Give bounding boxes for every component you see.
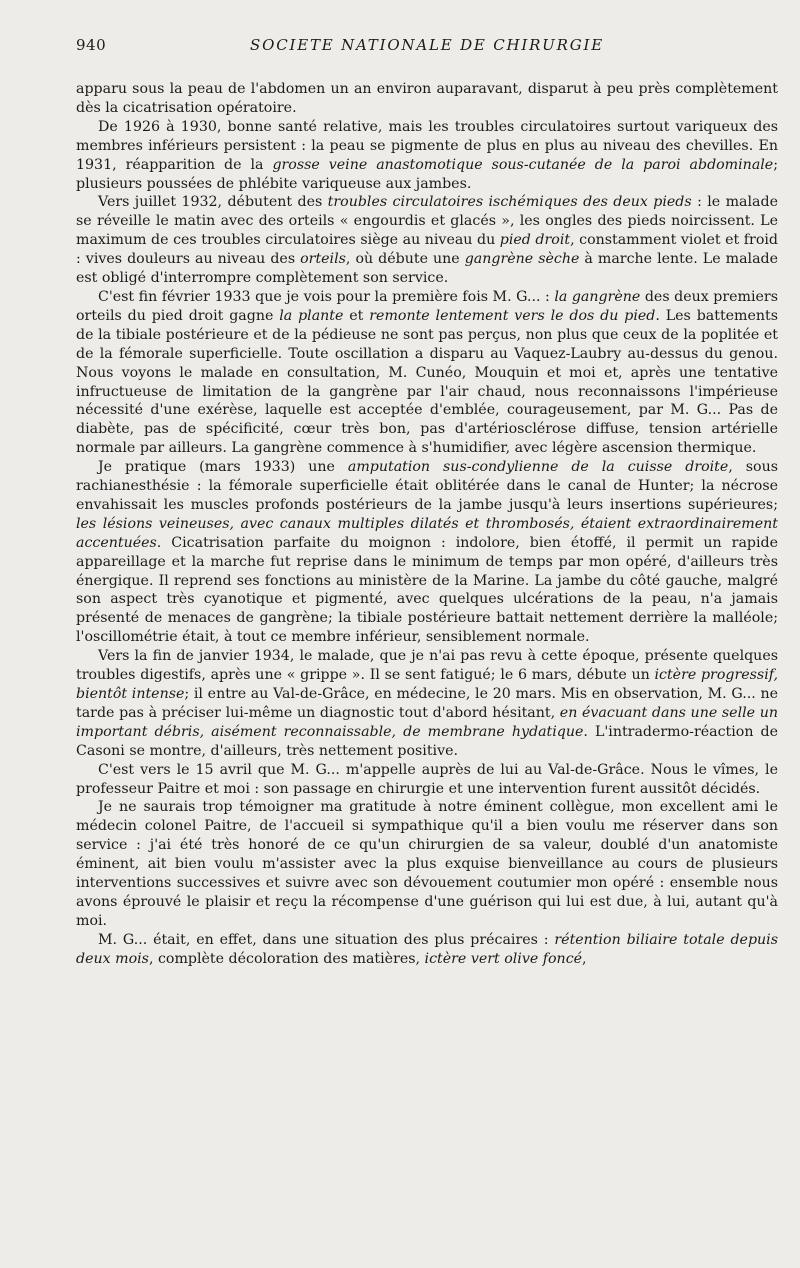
text-segment: ; plusieurs poussées de phlébite variqueuse aux jambes. xyxy=(76,156,778,192)
article-body xyxy=(76,80,778,969)
text-segment: Je ne saurais trop témoigner ma gratitude à notre éminent collègue, mon excellent ami le médecin colonel Paitre, de l'accueil si sympathique qu'il a bien voulu me réserver dans son service : j'ai été très honoré de ce qu'un chirurgien de sa valeur, doublé d'un anatomiste éminent, ait bien voulu m'assister avec la plus exquise bienveillance au cours de plusieurs interventions successives et suivre avec son dévouement coutumier mon opéré : ensemble nous avons éprouvé le plaisir et reçu la récompense d'une guérison qui lui est due, à lui, autant qu'à moi. xyxy=(76,799,778,929)
italic-text: la gangrène xyxy=(554,288,641,305)
text-segment: , où débute une xyxy=(345,251,465,268)
text-segment: , xyxy=(582,950,587,967)
text-segment: Je pratique (mars 1933) une xyxy=(98,459,348,476)
text-segment: et xyxy=(343,307,370,324)
paragraph xyxy=(76,288,778,458)
italic-text: pied droit xyxy=(499,232,571,249)
italic-text: gangrène sèche xyxy=(464,251,580,268)
text-segment: Vers la fin de janvier 1934, le malade, que je n'ai pas revu à cette époque, présente quelques troubles digestifs, après une « grippe ». Il se sent fatigué; le 6 mars, débute un xyxy=(76,648,778,684)
paragraph xyxy=(76,118,778,194)
italic-text: les lésions veineuses, avec canaux multiples dilatés et thrombosés, étaient extraordinairement accentuées xyxy=(76,515,778,551)
paragraph xyxy=(76,458,778,647)
text-segment: , complète décoloration des matières, xyxy=(148,950,425,967)
text-segment: . Les battements de la tibiale postérieure et de la pédieuse ne sont pas perçus, non plus que ceux de la poplitée et de la fémorale superficielle. Toute oscillation a disparu au Vaquez-Laubry au-dessus du genou. Nous voyons le malade en consultation, M. Cunéo, Mouquin et moi et, après une tentative infructueuse de limitation de la gangrène par l'air chaud, nous reconnaissons l'impérieuse nécessité d'une exérèse, laquelle est acceptée d'emblée, courageusement, par M. G... Pas de diabète, pas de spécificité, cœur très bon, pas d'artériosclérose diffuse, tension artérielle normale par ailleurs. La gangrène commence à s'humidifier, avec légère ascension thermique. xyxy=(76,307,779,457)
italic-text: orteils xyxy=(300,251,346,268)
page-header xyxy=(76,36,778,60)
text-segment: . L'intradermo-réaction de Casoni se montre, d'ailleurs, très nettement positive. xyxy=(76,723,779,759)
italic-text: remonte lentement vers le dos du pied xyxy=(369,307,656,324)
italic-text: en évacuant dans une selle un important débris, aisément reconnaissable, de membrane hydatique xyxy=(76,704,778,740)
text-segment: Vers juillet 1932, débutent des xyxy=(98,194,328,211)
paragraph xyxy=(76,761,778,799)
italic-text: troubles circulatoires ischémiques des deux pieds xyxy=(327,194,692,211)
text-segment: : le malade se réveille le matin avec des orteils « engourdis et glacés », les ongles des pieds noircissent. Le maximum de ces troubles circulatoires siège au niveau du xyxy=(76,194,778,249)
text-segment: ; il entre au Val-de-Grâce, en médecine, le 20 mars. Mis en observation, M. G... ne tarde pas à préciser lui-même un diagnostic tout d'abord hésitant, xyxy=(76,686,778,721)
text-segment: des deux premiers orteils du pied droit gagne xyxy=(76,288,778,324)
text-segment: , constamment violet et froid : vives douleurs au niveau des xyxy=(76,232,778,268)
italic-text: ictère vert olive foncé xyxy=(424,950,583,967)
paragraph xyxy=(76,798,778,930)
paragraph xyxy=(76,80,778,118)
italic-text: grosse veine anastomotique sous-cutanée de la paroi abdominale xyxy=(272,156,774,173)
text-segment: C'est vers le 15 avril que M. G... m'appelle auprès de lui au Val-de-Grâce. Nous le vîmes, le professeur Paitre et moi : son passage en chirurgie et une intervention furent aussitôt décidés. xyxy=(76,761,778,797)
paragraph xyxy=(76,647,778,760)
text-segment: M. G... était, en effet, dans une situation des plus précaires : xyxy=(98,931,555,948)
text-segment: , sous rachianesthésie : la fémorale superficielle était oblitérée dans le canal de Hunter; la nécrose envahissait les muscles profonds postérieurs de la jambe jusqu'à leurs insertions supérieures; xyxy=(76,459,779,513)
text-segment: De 1926 à 1930, bonne santé relative, mais les troubles circulatoires surtout variqueux des membres inférieurs persistent : la peau se pigmente de plus en plus au niveau des chevilles. En 1931, réapparition de la xyxy=(76,118,778,173)
page-number: 940 xyxy=(76,36,107,54)
text-segment: . Cicatrisation parfaite du moignon : indolore, bien étoffé, il permit un rapide appareillage et la marche fut reprise dans le minimum de temps par mon opéré, d'ailleurs très énergique. Il reprend ses fonctions au ministère de la Marine. La jambe du côté gauche, malgré son aspect très cyanotique et pigmenté, avec quelques ulcérations de la peau, n'a jamais présenté de menaces de gangrène; la tibiale postérieure battait nettement derrière la malléole; l'oscillométrie était, à tout ce membre inférieur, sensiblement normale. xyxy=(76,534,778,646)
italic-text: amputation sus-condylienne de la cuisse droite xyxy=(347,459,729,476)
text-segment: à marche lente. Le malade est obligé d'interrompre complètement son service. xyxy=(76,251,779,287)
italic-text: la plante xyxy=(279,307,344,324)
paragraph xyxy=(76,931,778,969)
text-segment: apparu sous la peau de l'abdomen un an environ auparavant, disparut à peu près complètement dès la cicatrisation opératoire. xyxy=(76,81,778,116)
italic-text: rétention biliaire totale depuis deux mois xyxy=(76,931,778,967)
italic-text: ictère progressif, bientôt intense xyxy=(76,667,778,702)
running-title: SOCIETE NATIONALE DE CHIRURGIE xyxy=(250,36,604,54)
paragraph xyxy=(76,193,778,288)
text-segment: C'est fin février 1933 que je vois pour la première fois M. G... : xyxy=(98,288,555,305)
